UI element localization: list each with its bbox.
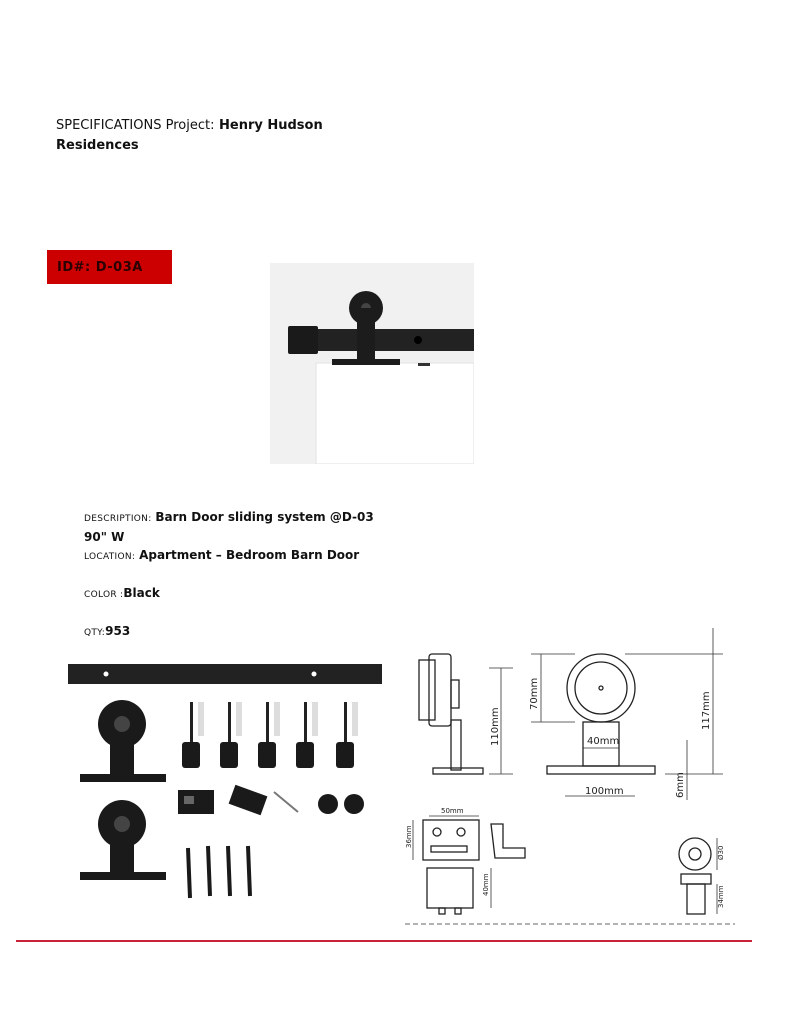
- dim-40-small: 40mm: [482, 873, 490, 896]
- location-label: LOCATION:: [84, 552, 136, 562]
- technical-drawing: [405, 620, 745, 930]
- qty-label: QTY:: [84, 628, 106, 638]
- dim-6: 6mm: [675, 772, 686, 798]
- project-name: Henry Hudson Residences: [56, 118, 323, 153]
- footer-rule: [16, 940, 752, 942]
- color-label: COLOR :: [84, 590, 124, 600]
- dim-117: 117mm: [701, 691, 712, 730]
- dim-40: 40mm: [587, 736, 620, 747]
- description-block: [84, 508, 384, 642]
- qty-value: 953: [105, 624, 131, 638]
- dim-34: 34mm: [717, 885, 725, 908]
- width-value: 90" W: [84, 530, 125, 544]
- dim-70: 70mm: [529, 677, 540, 710]
- id-badge: ID#: D-03A: [47, 250, 172, 284]
- dim-100: 100mm: [585, 786, 624, 797]
- spec-header: [56, 116, 356, 156]
- dim-36: 36mm: [405, 825, 413, 848]
- dim-30: Ø30: [717, 845, 725, 860]
- description-label: DESCRIPTION:: [84, 514, 152, 524]
- dim-110: 110mm: [490, 707, 501, 746]
- anchor-bolts: [182, 702, 358, 768]
- spec-header-label: SPECIFICATIONS Project:: [56, 118, 215, 133]
- dim-50: 50mm: [441, 807, 464, 815]
- color-value: Black: [123, 586, 160, 600]
- product-photo: [270, 263, 474, 464]
- description-value: Barn Door sliding system @D-03: [155, 510, 374, 524]
- hanger-top: [80, 700, 166, 782]
- hanger-bottom: [80, 800, 166, 880]
- location-value: Apartment – Bedroom Barn Door: [139, 548, 360, 562]
- hardware-kit-image: [66, 660, 392, 910]
